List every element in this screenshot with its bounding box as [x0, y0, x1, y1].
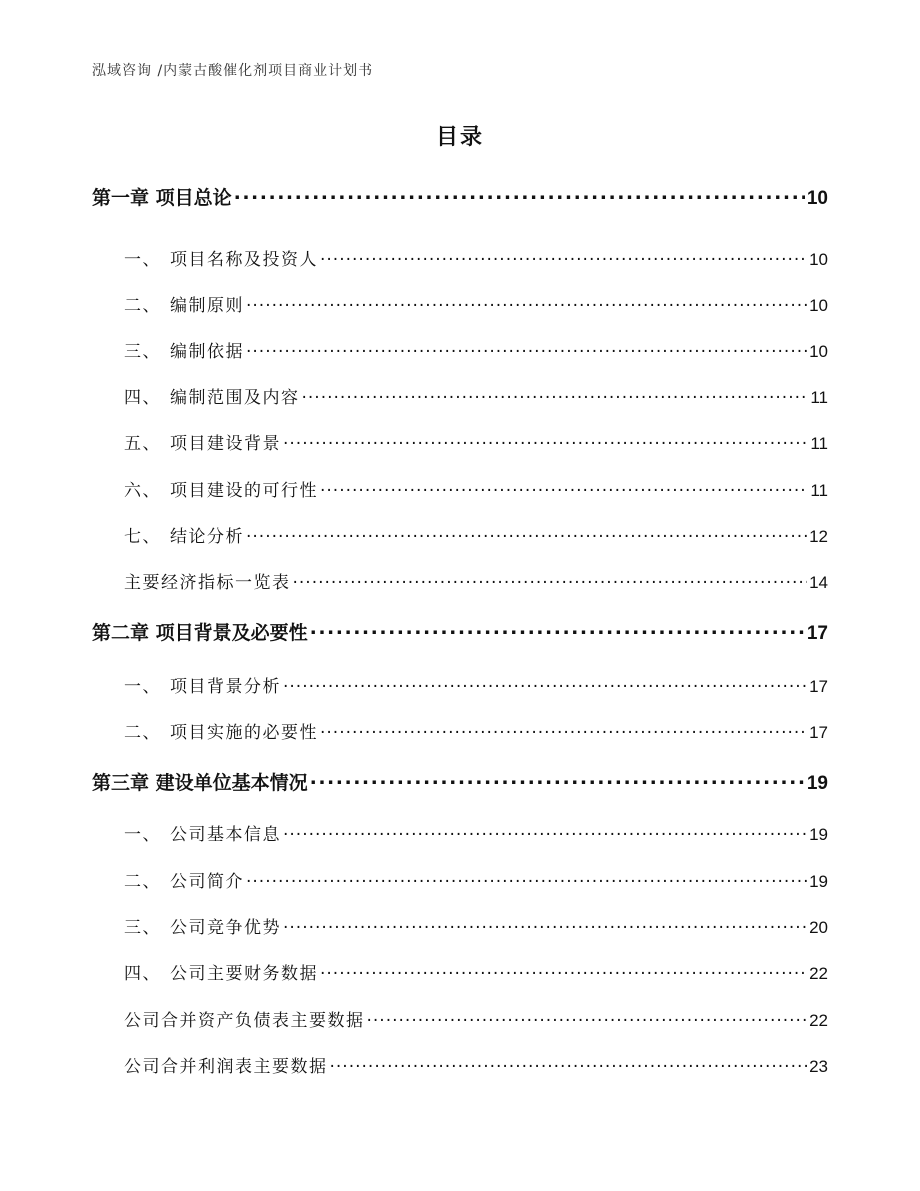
toc-title: 目录: [435, 125, 484, 150]
toc-chapter-entry[interactable]: [92, 618, 828, 645]
toc-dot-leader: [320, 962, 807, 979]
toc-entry-label: 第三章 建设单位基本情况: [92, 772, 308, 794]
toc-entry-label: 编制依据: [170, 342, 244, 362]
toc-section-number: 一、: [124, 250, 161, 270]
toc-dot-leader: [283, 823, 807, 840]
toc-section-number: 三、: [124, 918, 161, 938]
toc-section-number: 四、: [124, 388, 161, 408]
toc-page-number: 22: [809, 1011, 828, 1030]
toc-dot-leader: [246, 340, 807, 357]
toc-entry-label: 第一章 项目总论: [92, 187, 232, 209]
toc-page-number: 17: [806, 623, 828, 644]
toc-section-entry[interactable]: [92, 383, 828, 408]
toc-section-entry[interactable]: [92, 522, 828, 547]
page-header: 泓域咨询 /内蒙古酸催化剂项目商业计划书: [92, 63, 374, 79]
toc-section-number: 七、: [124, 527, 161, 547]
toc-entry-label: 公司合并利润表主要数据: [124, 1057, 328, 1077]
toc-entry-label: 主要经济指标一览表: [124, 573, 291, 593]
toc-section-number: 五、: [124, 434, 161, 454]
toc-page-number: 11: [810, 481, 828, 500]
toc-page-number: 11: [810, 434, 828, 453]
toc-page-number: 20: [809, 918, 828, 937]
toc-entry-label: 公司简介: [170, 872, 244, 892]
toc-dot-leader: [320, 479, 808, 496]
toc-section-number: 二、: [124, 872, 161, 892]
toc-chapter-entry[interactable]: [92, 768, 828, 795]
toc-page-number: 10: [806, 188, 828, 209]
toc-dot-leader: [320, 248, 807, 265]
toc-page-number: 19: [806, 773, 828, 794]
toc-page-number: 19: [809, 872, 828, 891]
toc-entry-label: 编制范围及内容: [170, 388, 300, 408]
toc-dot-leader: [310, 770, 805, 789]
toc-section-entry[interactable]: [92, 476, 828, 501]
toc-section-entry[interactable]: [92, 337, 828, 362]
toc-section-entry[interactable]: [92, 429, 828, 454]
toc-section-number: 六、: [124, 481, 161, 501]
toc-entry-label: 公司主要财务数据: [170, 964, 318, 984]
toc-page-number: 10: [809, 250, 828, 269]
toc-entry-label: 公司基本信息: [170, 825, 281, 845]
toc-section-entry[interactable]: [92, 291, 828, 316]
toc-section-entry[interactable]: [92, 245, 828, 270]
toc-entry-label: 项目名称及投资人: [170, 250, 318, 270]
toc-section-number: 四、: [124, 964, 161, 984]
toc-chapter-entry[interactable]: [92, 183, 828, 210]
toc-dot-leader: [283, 916, 807, 933]
toc-dot-leader: [283, 675, 807, 692]
toc-table-entry[interactable]: [92, 1052, 828, 1077]
toc-dot-leader: [246, 870, 807, 887]
toc-page-number: 11: [810, 388, 828, 407]
toc-dot-leader: [330, 1055, 808, 1072]
toc-entry-label: 公司竞争优势: [170, 918, 281, 938]
toc-dot-leader: [320, 721, 807, 738]
toc-table-entry[interactable]: [92, 568, 828, 593]
toc-section-number: 三、: [124, 342, 161, 362]
toc-section-number: 一、: [124, 825, 161, 845]
toc-page-number: 12: [809, 527, 828, 546]
header-divider: [92, 84, 828, 85]
toc-section-number: 一、: [124, 677, 161, 697]
toc-page-number: 17: [809, 677, 828, 696]
toc-entry-label: 第二章 项目背景及必要性: [92, 622, 308, 644]
toc-page-number: 23: [809, 1057, 828, 1076]
toc-dot-leader: [310, 620, 805, 639]
toc-page-number: 19: [809, 825, 828, 844]
toc-dot-leader: [367, 1009, 808, 1026]
toc-table-entry[interactable]: [92, 1006, 828, 1031]
toc-dot-leader: [283, 432, 808, 449]
toc-entry-label: 项目建设的可行性: [170, 481, 318, 501]
toc-entry-label: 结论分析: [170, 527, 244, 547]
toc-entry-label: 编制原则: [170, 296, 244, 316]
toc-page-number: 10: [809, 296, 828, 315]
toc-page-number: 22: [809, 964, 828, 983]
toc-page-number: 10: [809, 342, 828, 361]
toc-section-entry[interactable]: [92, 867, 828, 892]
toc-section-entry[interactable]: [92, 913, 828, 938]
toc-page-number: 17: [809, 723, 828, 742]
toc-section-entry[interactable]: [92, 820, 828, 845]
toc-dot-leader: [293, 571, 808, 588]
toc-section-number: 二、: [124, 723, 161, 743]
toc-entry-label: 公司合并资产负债表主要数据: [124, 1011, 365, 1031]
toc-section-number: 二、: [124, 296, 161, 316]
toc-entry-label: 项目实施的必要性: [170, 723, 318, 743]
toc-dot-leader: [246, 525, 807, 542]
toc-dot-leader: [246, 294, 807, 311]
toc-dot-leader: [302, 386, 809, 403]
toc-section-entry[interactable]: [92, 718, 828, 743]
toc-dot-leader: [234, 185, 805, 204]
toc-section-entry[interactable]: [92, 672, 828, 697]
toc-page-number: 14: [809, 573, 828, 592]
toc-entry-label: 项目建设背景: [170, 434, 281, 454]
toc-entry-label: 项目背景分析: [170, 677, 281, 697]
toc-section-entry[interactable]: [92, 959, 828, 984]
